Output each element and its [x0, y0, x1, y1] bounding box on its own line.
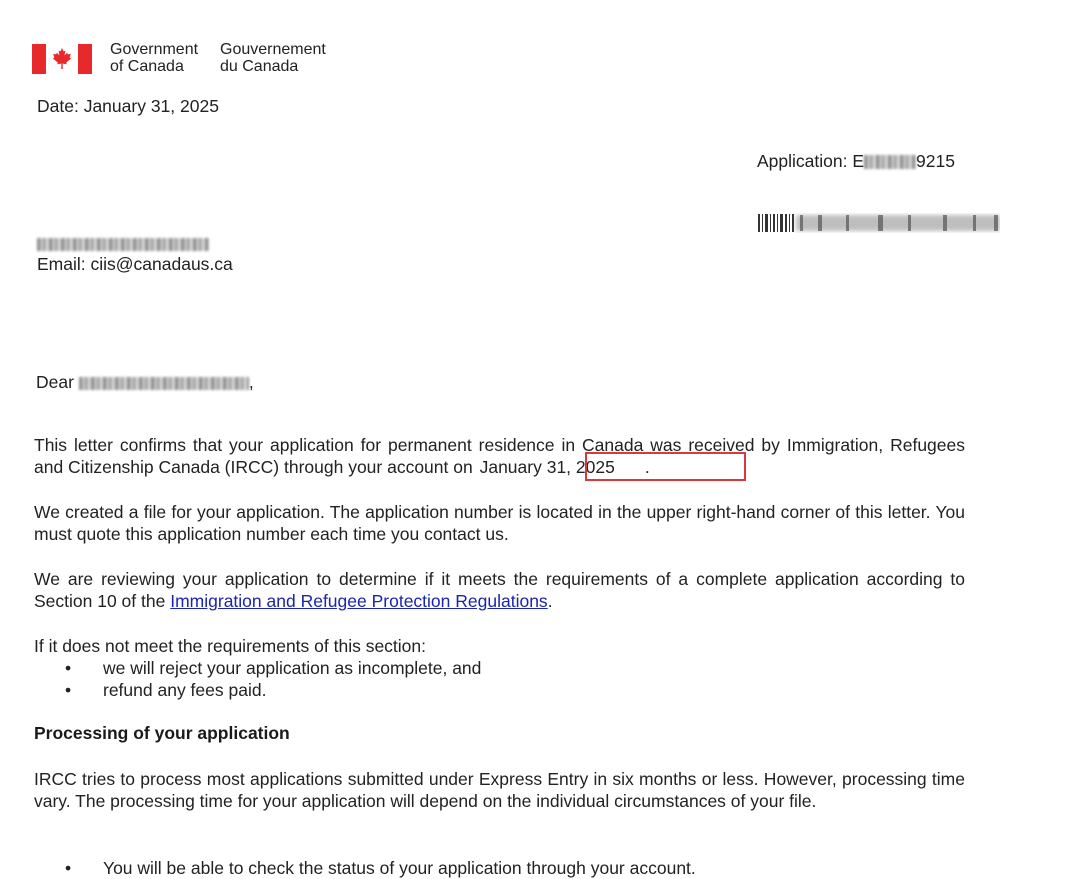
org-en-line2: of Canada [110, 57, 184, 75]
paragraph-receipt-confirmation [34, 434, 965, 479]
date-value: January 31, 2025 [83, 96, 219, 116]
bullet-text: refund any fees paid. [103, 680, 267, 701]
requirements-bullet-list [34, 657, 934, 702]
bullet-icon: • [65, 658, 72, 678]
paragraph-requirements-intro [34, 635, 965, 657]
application-number [757, 150, 955, 172]
p5-text: IRCC tries to process most applications submitted under Express Entry in six months or less. However, processing time vary. The processing time for your application will depend on the individual circumstances of your file. [34, 769, 965, 812]
application-suffix: 9215 [916, 151, 955, 171]
email-value: ciis@canadaus.ca [90, 254, 233, 274]
application-prefix: E [852, 151, 865, 171]
irpr-link[interactable]: Immigration and Refugee Protection Regulations [170, 591, 548, 612]
maple-leaf-icon [53, 48, 71, 69]
government-of-canada-wordmark-fr [220, 42, 326, 75]
bullet-icon: • [65, 858, 72, 878]
p2-text: We created a file for your application. The application number is located in the upper right-hand corner of this letter. You must quote this application number each time you contact us. [34, 502, 965, 545]
p3-end: . [547, 591, 553, 612]
p3-text: We are reviewing your application to determine if it meets the requirements of a complete application according to Section 10 of the [34, 569, 965, 612]
date-label: Date: [37, 96, 79, 116]
bullet-text: we will reject your application as incomplete, and [103, 658, 482, 678]
barcode-image [758, 213, 1000, 233]
government-of-canada-wordmark-en [110, 42, 198, 75]
org-fr-line1: Gouvernement [220, 41, 326, 58]
letter-date [37, 95, 219, 117]
email-label: Email: [37, 254, 86, 274]
salutation [36, 371, 254, 393]
list-item [34, 657, 934, 679]
list-item [34, 679, 934, 701]
recipient-email [37, 253, 233, 275]
redacted-application-digits [864, 155, 916, 169]
paragraph-review [34, 568, 965, 613]
salutation-comma: , [248, 372, 254, 392]
org-fr-line2: du Canada [220, 57, 299, 75]
date-highlight-box [585, 452, 746, 481]
p6-partial-text: You will be able to check the status of your application through your account. [103, 858, 696, 878]
paragraph-file-created [34, 501, 965, 546]
org-en-line1: Government [110, 41, 199, 58]
application-label: Application: [757, 151, 848, 171]
p1-end: . [644, 457, 650, 478]
salutation-word: Dear [36, 372, 74, 392]
bullet-icon: • [65, 680, 72, 701]
canada-flag-icon [32, 44, 92, 74]
p1-highlighted-date: January 31, 2025 [479, 457, 615, 478]
p4-text: If it does not meet the requirements of this section: [34, 636, 427, 656]
redacted-recipient-name [37, 238, 209, 251]
redacted-salutation-name [79, 377, 249, 390]
processing-heading: Processing of your application [34, 723, 290, 743]
p1-text: This letter confirms that your application for permanent residence in Canada was received by Immigration, Refugees and Citizenship Canada (IRCC) through your account on [34, 435, 965, 478]
paragraph-processing-time [34, 768, 965, 813]
